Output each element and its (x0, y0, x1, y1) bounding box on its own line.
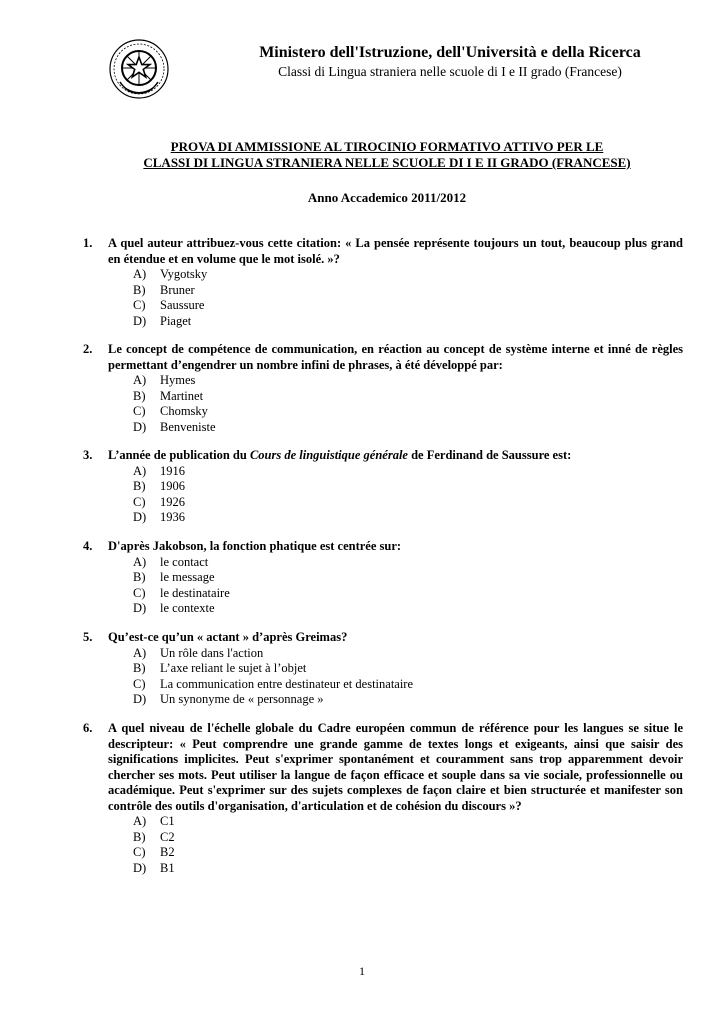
option-text: Martinet (160, 388, 204, 403)
option-text: le destinataire (160, 585, 230, 600)
option-d (83, 314, 683, 330)
option-letter: B) (133, 479, 146, 493)
question-5 (83, 630, 683, 708)
option-d (83, 601, 683, 617)
question-number: 6. (83, 721, 93, 735)
exam-title-line-2: CLASSI DI LINGUA STRANIERA NELLE SCUOLE DI I E II GRADO (FRANCESE) (143, 155, 631, 170)
option-text: Piaget (160, 313, 192, 328)
question-1 (83, 236, 683, 329)
option-letter: D) (133, 601, 147, 615)
option-text: C1 (160, 814, 175, 828)
option-text: Saussure (160, 298, 205, 312)
option-c (83, 677, 683, 693)
option-b (83, 479, 683, 495)
option-letter: C) (133, 845, 146, 859)
question-2 (83, 342, 683, 435)
option-text: C2 (160, 829, 175, 844)
option-c (83, 845, 683, 861)
option-text: Benveniste (160, 419, 216, 434)
option-a (83, 373, 683, 389)
option-letter: B) (133, 829, 146, 844)
option-text: le message (160, 570, 215, 584)
option-letter: D) (133, 860, 147, 875)
exam-title-line-1: PROVA DI AMMISSIONE AL TIROCINIO FORMATIVO ATTIVO PER LE (170, 139, 604, 154)
option-letter: A) (133, 554, 147, 569)
question-6 (83, 721, 683, 876)
option-a (83, 814, 683, 830)
option-letter: C) (133, 298, 146, 312)
option-c (83, 298, 683, 314)
option-text: Chomsky (160, 404, 208, 418)
option-d (83, 510, 683, 526)
question-3 (83, 448, 683, 526)
option-c (83, 495, 683, 511)
page-number: 1 (359, 964, 365, 978)
option-a (83, 267, 683, 283)
option-letter: A) (133, 463, 147, 478)
option-b (83, 661, 683, 677)
option-letter: C) (133, 676, 146, 691)
question-text: A quel niveau de l'échelle globale du Cadre européen commun de référence pour les langues se situe le descripteur: « Peut comprendre une grande gamme de textes longs et exigeants, ainsi que saisir des significations implicites. Peut s'exprimer spontanément et couramment sans trop apparemment devoir chercher ses mots. Peut utiliser la langue de façon efficace et souple dans sa vie sociale, professionnelle ou académique. Peut s'exprimer sur des sujets complexes de façon claire et bien structurée et manifester son contrôle des outils d'organisation, d'articulation et de cohésion du discours »? (108, 721, 683, 813)
option-list (83, 646, 683, 708)
question-number: 2. (83, 342, 93, 356)
option-letter: A) (133, 373, 147, 387)
option-text: 1916 (160, 463, 185, 478)
option-list (83, 814, 683, 876)
option-letter: D) (133, 510, 147, 524)
option-list (83, 555, 683, 617)
option-c (83, 404, 683, 420)
option-list (83, 373, 683, 435)
exam-title (60, 139, 714, 171)
option-letter: D) (133, 313, 147, 328)
question-text: D'après Jakobson, la fonction phatique est centrée sur: (108, 539, 402, 553)
book-title: Cours de linguistique générale (249, 448, 408, 462)
option-d (83, 420, 683, 436)
question-text: Le concept de compétence de communication, en réaction au concept de système interne et inné de règles permettant d’engendrer un nombre infini de phrases, à été développé par: (108, 342, 683, 372)
option-b (83, 283, 683, 299)
option-text: le contexte (160, 601, 215, 615)
ministry-subtitle: Classi di Lingua straniera nelle scuole di I e II grado (Francese) (278, 64, 622, 79)
option-d (83, 692, 683, 708)
option-letter: A) (133, 645, 147, 660)
question-text (108, 448, 683, 464)
question-number: 3. (83, 448, 93, 462)
option-letter: B) (133, 570, 146, 584)
option-letter: C) (133, 494, 146, 509)
option-text: le contact (160, 554, 209, 569)
ministry-title: Ministero dell'Istruzione, dell'Università e della Ricerca (259, 44, 641, 61)
option-list (83, 267, 683, 329)
option-d (83, 861, 683, 877)
option-letter: D) (133, 419, 147, 434)
academic-year: Anno Accademico 2011/2012 (307, 190, 467, 205)
question-text-before: L’année de publication du (108, 448, 250, 462)
option-a (83, 555, 683, 571)
option-a (83, 646, 683, 662)
option-letter: C) (133, 404, 146, 418)
question-number: 5. (83, 630, 93, 644)
option-text: Hymes (160, 373, 196, 387)
option-letter: C) (133, 585, 146, 600)
question-number: 4. (83, 539, 93, 553)
option-text: L’axe reliant le sujet à l’objet (160, 661, 307, 675)
option-text: Un synonyme de « personnage » (160, 692, 324, 706)
option-b (83, 830, 683, 846)
option-text: Bruner (160, 282, 195, 297)
italian-republic-emblem-icon (108, 38, 170, 100)
option-text: 1926 (160, 494, 185, 509)
option-b (83, 389, 683, 405)
question-4 (83, 539, 683, 617)
option-b (83, 570, 683, 586)
question-text: A quel auteur attribuez-vous cette citation: « La pensée représente toujours un tout, beaucoup plus grand en étendue et en volume que le mot isolé. »? (108, 236, 683, 266)
option-letter: B) (133, 388, 146, 403)
option-letter: B) (133, 282, 146, 297)
question-number: 1. (83, 236, 93, 250)
option-letter: A) (133, 267, 147, 281)
option-letter: D) (133, 692, 147, 706)
option-letter: A) (133, 814, 147, 828)
question-text-after: de Ferdinand de Saussure est: (407, 448, 572, 462)
option-letter: B) (133, 661, 146, 675)
option-text: 1936 (160, 510, 185, 524)
option-text: Un rôle dans l'action (160, 645, 264, 660)
question-text: Qu’est-ce qu’un « actant » d’après Greimas? (108, 630, 348, 644)
option-text: 1906 (160, 479, 185, 493)
option-a (83, 464, 683, 480)
option-text: B1 (160, 860, 175, 875)
option-c (83, 586, 683, 602)
option-list (83, 464, 683, 526)
option-text: Vygotsky (160, 267, 208, 281)
option-text: B2 (160, 845, 175, 859)
option-text: La communication entre destinateur et destinataire (160, 676, 414, 691)
